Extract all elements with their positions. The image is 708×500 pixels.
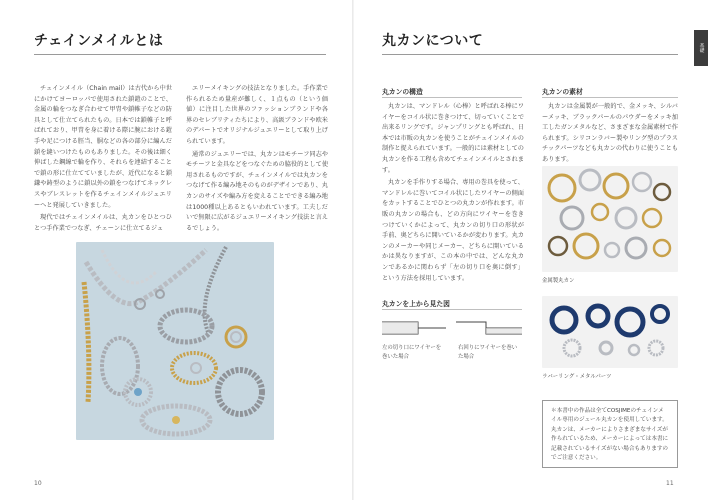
section-divider (382, 97, 522, 98)
metal-rings-illustration (542, 166, 678, 272)
jewelry-illustration (76, 242, 274, 440)
right-page (354, 0, 708, 500)
section-heading: 丸カンの構造 (382, 88, 423, 96)
section-heading: 丸カンの素材 (542, 88, 583, 96)
intro-paragraph: 現代ではチェインメイルは、丸カンをひとつひとつ手作業でつなぎ、チェーンに仕立てるジュ (34, 214, 172, 232)
rubber-rings-caption: ラバーリング・メタルパーツ (542, 374, 612, 380)
intro-column-2 (186, 84, 328, 236)
note-text: ＊本書中の作品は全てCOSJIMEのチェインメイル専用のジュール丸カンを使用しています。丸カンは、メーカーによりさまざまなサイズが作られているため、メーカーによっては本書に記載されているサイズがない場合もありますのでご注意ください。 (551, 408, 669, 462)
diagram-heading: 丸カンを上から見た図 (382, 300, 450, 308)
title-divider (34, 54, 326, 55)
metal-rings-caption: 金属製丸カン (542, 278, 575, 284)
diagram-caption-left: 左の切り口にワイヤーを巻いた場合 (382, 345, 442, 360)
page-number: 10 (34, 480, 42, 487)
rubber-rings-illustration (542, 296, 678, 368)
intro-paragraph: 通常のジュエリーでは、丸カンはモチーフ同志やモチーフと金具などをつなぐための脇役的として使用されるものですが、チェインメイルでは丸カンをつなげて作る編み地そのものがデザインであり、丸カンのサイズや編み方を変えることでできる編み地は1000種以上あるともいわれています。工夫しだいで無限に広がるジュエリーメイキング技法と言えるでしょう。 (186, 150, 329, 232)
title-divider (382, 54, 678, 55)
section-divider (542, 97, 678, 98)
structure-text (382, 102, 524, 286)
intro-column-1 (34, 84, 172, 236)
metal-rings-photo (542, 166, 678, 272)
ring-top-view-diagram (382, 318, 524, 338)
section-divider (382, 309, 522, 310)
rubber-rings-photo (542, 296, 678, 368)
right-cut-ring-icon (456, 322, 522, 334)
material-text (542, 102, 678, 168)
structure-paragraph: 丸カンは、マンドレル（心棒）と呼ばれる棒にワイヤーをコイル状に巻きつけて、切っていくことで出来るリングです。ジャンプリングとも呼ばれ、日本では市販の丸カンを使うことがチェインメイルの制作と捉えられています。一般的には素材としての丸カンを作る工程も含めてチェインメイルとされます。 (382, 103, 525, 174)
page-title: 丸カンについて (382, 33, 484, 49)
chainmail-jewelry-photo (76, 242, 274, 440)
intro-paragraph: エリーメイキングの技法となりました。手作業で作られるため量産が難しく、１点もの（という価値）に注目した世界のファッションブランドや各界のセレブリティたちにより、高級ブランドや欧米のデパートでオリジナルジュエリーとして取り上げられています。 (186, 85, 328, 145)
page-title: チェインメイルとは (34, 33, 164, 49)
note-box (542, 400, 678, 468)
diagram-caption-right: 右回りにワイヤーを巻いた場合 (458, 345, 518, 360)
material-paragraph: 丸カンは金属製が一般的で、金メッキ、シルバーメッキ、ブラックパールのパウダーをメッキ加工したガンメタルなど、さまざまな金属素材で作られます。シリコンラバー製やリング型のプラスチックパーツなども丸カンの代わりに使うこともあります。 (542, 103, 678, 163)
chapter-tab: 基礎 (694, 30, 708, 66)
intro-paragraph: チェインメイル（Chain mail）は古代から中世にかけてヨーロッパで使用された鎖鎧のことで、金属の輪をつなぎ合わせて甲冑や鎖帷子などの防具として仕立てられたもの。日本では鎖帷子と呼ばれており、甲冑を身に着ける際に腕における鎧手や足につける脛当、胴などの各の部分に編んだ鎖を縫いつけたものもありました。その後は細く伸ばした鋼線で輪を作り、それらを連結することで鎖の形に仕立てていましたが、近代になると鎖鎌や鋳型のように鎖以外の鎖をつなげてネックレスやブレスレットを作るチェインメイルジュエリーへと発展していきました。 (34, 85, 172, 209)
structure-paragraph: 丸カンを手作りする場合、専用の巻具を使って、マンドレルに巻いてコイル状にしたワイヤーの側面をカットすることでひとつの丸カンが作れます。市販の丸カンの場合も、どの方向にワイヤーを巻きつけていくかによって、丸カンの切り口の形状が手前、奥どちらに開いているかが変わります。丸カンのメーカーや同じメーカー、どちらに開いているかは異なりますが、この本の中では、どんな丸カンであるかに関わらず「左の切り口を奥に倒す」という方法を採用しています。 (382, 179, 524, 282)
left-cut-ring-icon (382, 322, 446, 334)
page-number: 11 (666, 480, 674, 487)
